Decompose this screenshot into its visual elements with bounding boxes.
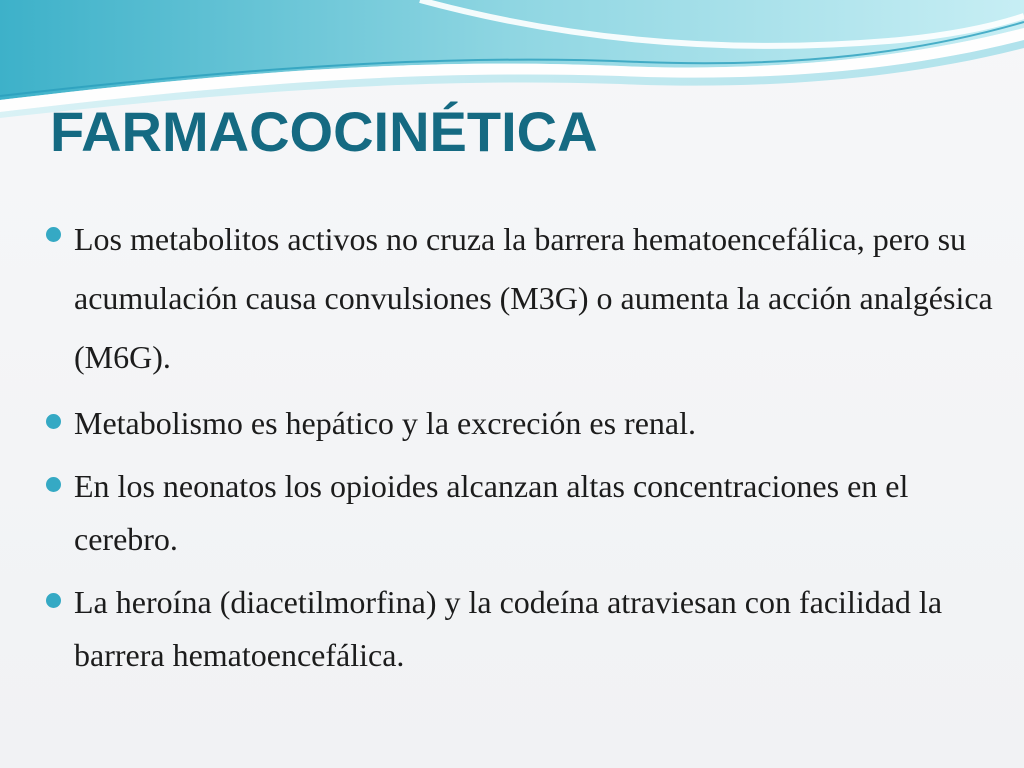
bullet-dot-icon — [46, 414, 61, 429]
bullet-text: En los neonatos los opioides alcanzan altas concentraciones en el cerebro. — [74, 468, 909, 557]
bullet-dot-icon — [46, 593, 61, 608]
bullet-text: La heroína (diacetilmorfina) y la codeína atraviesan con facilidad la barrera hematoencefálica. — [74, 584, 943, 673]
bullet-text: Metabolismo es hepático y la excreción es renal. — [74, 405, 696, 441]
bullet-item — [44, 210, 994, 387]
bullet-item — [44, 460, 994, 566]
bullet-item — [44, 397, 994, 450]
bullet-list — [44, 210, 994, 692]
bullet-item — [44, 576, 994, 682]
bullet-dot-icon — [46, 227, 61, 242]
bullet-text: Los metabolitos activos no cruza la barrera hematoencefálica, pero su acumulación causa convulsiones (M3G) o aumenta la acción analgésica (M6G). — [74, 221, 993, 375]
slide-title: FARMACOCINÉTICA — [50, 100, 598, 163]
bullet-dot-icon — [46, 477, 61, 492]
